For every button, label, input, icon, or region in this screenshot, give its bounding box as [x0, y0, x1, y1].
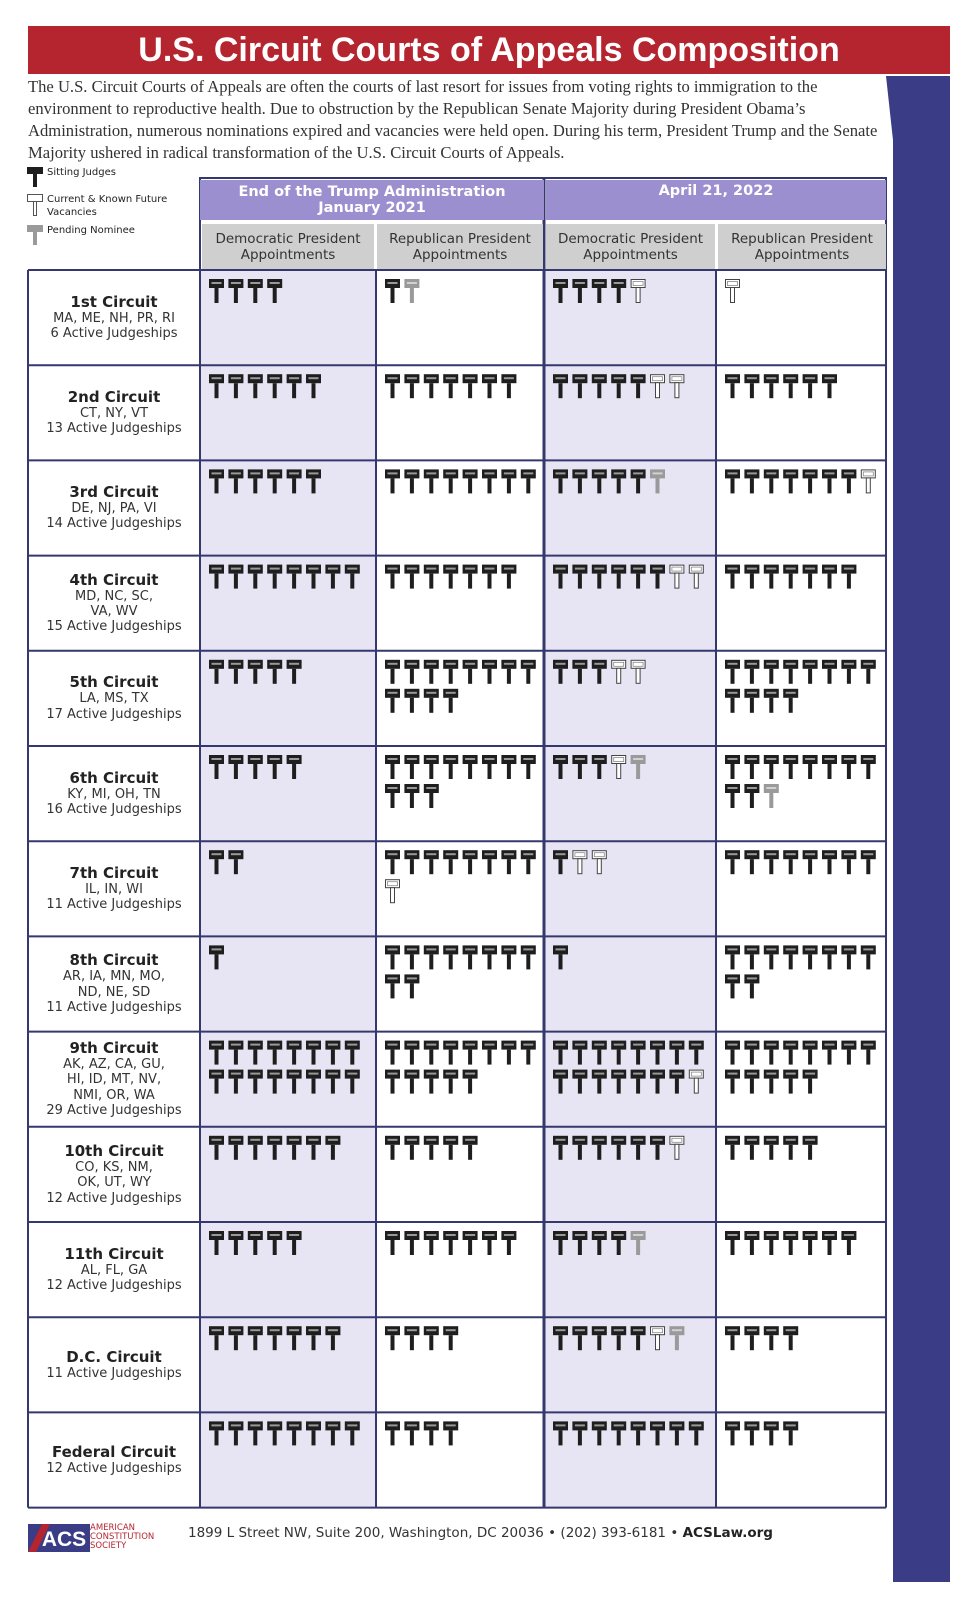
subheader-now-dem	[546, 224, 715, 269]
gavel-sitting-icon	[725, 469, 740, 493]
gavel-sitting-icon	[764, 1421, 779, 1445]
header-period1-line1: End of the Trump Administration	[238, 184, 506, 200]
circuit-name: 3rd Circuit	[69, 483, 159, 502]
gavel-sitting-icon	[725, 689, 740, 713]
gavel-sitting-icon	[443, 660, 458, 684]
gavel-sitting-icon	[424, 689, 439, 713]
circuit-states: MA, ME, NH, PR, RI	[53, 310, 175, 326]
gavel-sitting-icon	[521, 660, 536, 684]
gavel-pending-icon	[404, 279, 419, 303]
gavel-sitting-icon	[404, 945, 419, 969]
circuit-states: CT, NY, VT	[79, 405, 149, 421]
circuit-judgeships: 14 Active Judgeships	[46, 516, 182, 532]
gavel-sitting-icon	[764, 850, 779, 874]
gavel-sitting-icon	[424, 784, 439, 808]
gavel-sitting-icon	[744, 1136, 759, 1160]
gavel-sitting-icon	[404, 565, 419, 589]
circuit-states: MD, NC, SC,	[74, 588, 154, 604]
gavel-sitting-icon	[463, 1136, 478, 1160]
header-end-of-trump	[200, 180, 544, 220]
gavel-sitting-icon	[841, 469, 856, 493]
gavel-sitting-icon	[385, 784, 400, 808]
gavel-sitting-icon	[463, 1231, 478, 1255]
gavel-sitting-icon	[482, 850, 497, 874]
subheader-trump-rep-line1: Republican President	[389, 230, 531, 247]
legend-sitting-label: Sitting Judges	[47, 167, 116, 178]
gavel-sitting-icon	[404, 1041, 419, 1065]
gavel-sitting-icon	[463, 1070, 478, 1094]
gavel-sitting-icon	[385, 565, 400, 589]
gavel-sitting-icon	[841, 660, 856, 684]
gavel-sitting-icon	[443, 1421, 458, 1445]
gavel-sitting-icon	[803, 850, 818, 874]
circuit-states: LA, MS, TX	[79, 691, 149, 707]
gavel-sitting-icon	[783, 755, 798, 779]
circuit-label	[28, 1129, 200, 1220]
gavel-sitting-icon	[501, 565, 516, 589]
gavel-sitting-icon	[424, 945, 439, 969]
circuit-name: 1st Circuit	[70, 292, 158, 311]
gavel-sitting-icon	[725, 755, 740, 779]
gavel-sitting-icon	[783, 1326, 798, 1350]
gavel-sitting-icon	[725, 784, 740, 808]
circuit-label	[28, 1224, 200, 1315]
gavel-sitting-icon	[744, 784, 759, 808]
gavel-sitting-icon	[764, 755, 779, 779]
circuit-label	[28, 653, 200, 744]
gavel-sitting-icon	[404, 1421, 419, 1445]
gavel-sitting-icon	[424, 1231, 439, 1255]
circuit-label	[28, 367, 200, 458]
circuit-name: D.C. Circuit	[66, 1347, 162, 1366]
gavel-sitting-icon	[764, 1041, 779, 1065]
gavel-sitting-icon	[783, 1070, 798, 1094]
gavel-sitting-icon	[443, 755, 458, 779]
subheader-trump-dem-line2: Appointments	[240, 246, 336, 263]
gavel-sitting-icon	[725, 1231, 740, 1255]
circuit-judgeships: 16 Active Judgeships	[46, 802, 182, 818]
gavel-sitting-icon	[404, 850, 419, 874]
gavel-sitting-icon	[482, 660, 497, 684]
gavel-sitting-icon	[783, 1421, 798, 1445]
gavel-sitting-icon	[443, 565, 458, 589]
gavel-sitting-icon	[861, 850, 876, 874]
circuit-states: OK, UT, WY	[77, 1175, 151, 1191]
gavel-sitting-icon	[744, 1421, 759, 1445]
gavel-sitting-icon	[841, 755, 856, 779]
gavel-sitting-icon	[861, 1041, 876, 1065]
gavel-sitting-icon	[744, 1070, 759, 1094]
gavel-sitting-icon	[744, 689, 759, 713]
gavel-sitting-icon	[443, 1041, 458, 1065]
gavel-sitting-icon	[424, 1326, 439, 1350]
gavel-sitting-icon	[764, 945, 779, 969]
circuit-label	[28, 843, 200, 934]
gavel-sitting-icon	[841, 1231, 856, 1255]
circuit-states: HI, ID, MT, NV,	[66, 1072, 162, 1088]
gavel-sitting-icon	[404, 469, 419, 493]
gavel-sitting-icon	[861, 755, 876, 779]
acs-org-line3: SOCIETY	[90, 1541, 127, 1551]
acs-org-line2: CONSTITUTION	[90, 1532, 155, 1542]
gavel-sitting-icon	[783, 850, 798, 874]
circuit-name: Federal Circuit	[51, 1442, 177, 1461]
circuit-states: AK, AZ, CA, GU,	[63, 1056, 165, 1072]
gavel-sitting-icon	[822, 850, 837, 874]
acs-org-name	[90, 1524, 154, 1551]
now-dem-column-bg	[544, 270, 716, 1508]
gavel-sitting-icon	[482, 1041, 497, 1065]
subheader-now-dem-line2: Appointments	[583, 246, 678, 263]
gavel-sitting-icon	[385, 1070, 400, 1094]
gavel-sitting-icon	[725, 660, 740, 684]
circuit-name: 6th Circuit	[69, 768, 159, 787]
gavel-pending-icon	[764, 784, 779, 808]
circuit-states: VA, WV	[90, 603, 138, 619]
gavel-sitting-icon	[385, 279, 400, 303]
subheader-now-rep	[718, 224, 886, 269]
gavel-sitting-icon	[725, 1070, 740, 1094]
gavel-sitting-icon	[783, 1041, 798, 1065]
gavel-sitting-icon	[822, 1231, 837, 1255]
gavel-sitting-icon	[803, 1041, 818, 1065]
gavel-sitting-icon	[744, 565, 759, 589]
circuit-name: 4th Circuit	[69, 570, 159, 589]
gavel-sitting-icon	[443, 850, 458, 874]
gavel-sitting-icon	[443, 469, 458, 493]
gavel-sitting-icon	[803, 1070, 818, 1094]
gavel-sitting-icon	[803, 1136, 818, 1160]
circuit-name: 10th Circuit	[64, 1141, 164, 1160]
subheader-now-rep-line1: Republican President	[731, 230, 873, 247]
gavel-sitting-icon	[744, 850, 759, 874]
gavel-sitting-icon	[861, 660, 876, 684]
gavel-sitting-icon	[725, 945, 740, 969]
trump-dem-column-bg	[200, 270, 376, 1508]
gavel-sitting-icon	[385, 974, 400, 998]
gavel-sitting-icon	[404, 689, 419, 713]
gavel-sitting-icon	[424, 660, 439, 684]
gavel-sitting-icon	[501, 850, 516, 874]
gavel-sitting-icon	[501, 755, 516, 779]
circuit-judgeships: 12 Active Judgeships	[46, 1190, 182, 1206]
gavel-sitting-icon	[443, 1231, 458, 1255]
acs-logo-text: ACS	[41, 1528, 87, 1551]
gavel-sitting-icon	[783, 565, 798, 589]
gavel-sitting-icon	[803, 1231, 818, 1255]
gavel-sitting-icon	[725, 1421, 740, 1445]
gavel-sitting-icon	[424, 1421, 439, 1445]
gavel-sitting-icon	[783, 660, 798, 684]
gavel-sitting-icon	[822, 1041, 837, 1065]
gavel-sitting-icon	[385, 755, 400, 779]
gavel-sitting-icon	[404, 1070, 419, 1094]
gavel-sitting-icon	[424, 1136, 439, 1160]
circuit-states: AR, IA, MN, MO,	[63, 969, 165, 985]
gavel-sitting-icon	[764, 1136, 779, 1160]
gavel-sitting-icon	[443, 1326, 458, 1350]
gavel-sitting-icon	[725, 1041, 740, 1065]
gavel-sitting-icon	[783, 945, 798, 969]
gavel-sitting-icon	[744, 374, 759, 398]
acs-org-line1: AMERICAN	[90, 1523, 136, 1533]
gavel-sitting-icon	[725, 850, 740, 874]
gavel-sitting-icon	[764, 565, 779, 589]
circuit-states: AL, FL, GA	[80, 1262, 148, 1278]
subheader-trump-dem-line1: Democratic President	[215, 230, 361, 247]
circuit-states: KY, MI, OH, TN	[67, 786, 161, 802]
circuit-judgeships: 17 Active Judgeships	[46, 706, 182, 722]
circuit-name: 7th Circuit	[69, 863, 159, 882]
circuit-label	[28, 1034, 200, 1125]
gavel-sitting-icon	[424, 565, 439, 589]
gavel-sitting-icon	[463, 945, 478, 969]
gavel-sitting-icon	[385, 1136, 400, 1160]
gavel-sitting-icon	[463, 565, 478, 589]
gavel-sitting-icon	[744, 469, 759, 493]
gavel-vacancy-icon	[726, 280, 740, 303]
gavel-sitting-icon	[725, 374, 740, 398]
gavel-sitting-icon	[841, 1041, 856, 1065]
subheader-trump-rep	[377, 224, 543, 269]
gavel-sitting-icon	[443, 945, 458, 969]
gavel-sitting-icon	[841, 850, 856, 874]
gavel-sitting-icon	[764, 374, 779, 398]
gavel-sitting-icon	[521, 945, 536, 969]
gavel-sitting-icon	[404, 784, 419, 808]
circuit-label	[28, 558, 200, 649]
gavel-sitting-icon	[501, 945, 516, 969]
gavel-sitting-icon	[385, 850, 400, 874]
gavel-sitting-icon	[424, 1041, 439, 1065]
gavel-sitting-icon	[501, 1231, 516, 1255]
gavel-sitting-icon	[803, 945, 818, 969]
gavel-sitting-icon	[501, 374, 516, 398]
gavel-sitting-icon	[822, 374, 837, 398]
gavel-sitting-icon	[764, 1326, 779, 1350]
legend-vacancy-line2: Vacancies	[47, 207, 97, 218]
circuit-name: 11th Circuit	[64, 1244, 164, 1263]
gavel-sitting-icon	[501, 1041, 516, 1065]
circuit-name: 5th Circuit	[69, 673, 159, 692]
gavel-sitting-icon	[463, 755, 478, 779]
gavel-sitting-icon	[764, 1231, 779, 1255]
circuit-judgeships: 12 Active Judgeships	[46, 1278, 182, 1294]
subheader-now-rep-line2: Appointments	[754, 246, 850, 263]
gavel-sitting-icon	[463, 660, 478, 684]
intro-paragraph: The U.S. Circuit Courts of Appeals are often the courts of last resort for issues from voting rights to immigration to the environment to reproductive health. Due to obstruction by the Republican Senate Majority during President Obama’s Administration, numerous nominations expired and vacancies were held open. During his term, President Trump and the Senate Majority ushered in radical transformation of the U.S. Circuit Courts of Appeals.	[28, 77, 878, 162]
circuit-judgeships: 11 Active Judgeships	[46, 1000, 182, 1016]
circuit-judgeships: 6 Active Judgeships	[50, 326, 178, 342]
header-april-2022	[546, 180, 886, 220]
gavel-sitting-icon	[443, 1070, 458, 1094]
gavel-sitting-icon	[404, 374, 419, 398]
gavel-sitting-icon	[521, 469, 536, 493]
gavel-sitting-icon	[783, 374, 798, 398]
circuit-judgeships: 13 Active Judgeships	[46, 421, 182, 437]
gavel-sitting-icon	[385, 660, 400, 684]
gavel-sitting-icon	[725, 1136, 740, 1160]
footer	[28, 1520, 888, 1556]
header-period2: April 21, 2022	[658, 183, 774, 199]
gavel-sitting-icon	[501, 469, 516, 493]
circuit-states: ND, NE, SD	[77, 984, 151, 1000]
acs-logo	[28, 1524, 90, 1552]
gavel-sitting-icon	[803, 374, 818, 398]
gavel-sitting-icon	[521, 850, 536, 874]
gavel-sitting-icon	[501, 660, 516, 684]
gavel-sitting-icon	[482, 374, 497, 398]
gavel-sitting-icon	[521, 755, 536, 779]
gavel-sitting-icon	[482, 945, 497, 969]
gavel-sitting-icon	[404, 660, 419, 684]
circuit-states: IL, IN, WI	[85, 881, 143, 897]
gavel-sitting-icon	[404, 1136, 419, 1160]
subheader-trump-dem	[202, 224, 374, 269]
gavel-sitting-icon	[764, 1070, 779, 1094]
circuit-name: 2nd Circuit	[67, 387, 161, 406]
gavel-sitting-icon	[744, 1326, 759, 1350]
circuit-label	[28, 1319, 200, 1410]
gavel-sitting-icon	[385, 1041, 400, 1065]
circuit-judgeships: 12 Active Judgeships	[46, 1460, 182, 1476]
gavel-sitting-icon	[424, 374, 439, 398]
gavel-sitting-icon	[463, 374, 478, 398]
gavel-sitting-icon	[822, 469, 837, 493]
footer-site: ACSLaw.org	[682, 1525, 773, 1541]
footer-address	[188, 1524, 773, 1542]
gavel-sitting-icon	[463, 1041, 478, 1065]
page-title: U.S. Circuit Courts of Appeals Composition	[28, 26, 950, 74]
gavel-sitting-icon	[385, 1231, 400, 1255]
gavel-sitting-icon	[783, 689, 798, 713]
gavel-sitting-icon	[764, 689, 779, 713]
subheader-trump-rep-line2: Appointments	[412, 246, 508, 263]
gavel-sitting-icon	[443, 1136, 458, 1160]
gavel-sitting-icon	[803, 565, 818, 589]
gavel-sitting-icon	[385, 945, 400, 969]
circuit-label	[28, 748, 200, 839]
circuit-name: 8th Circuit	[69, 951, 159, 970]
footer-address-text: 1899 L Street NW, Suite 200, Washington, DC 20036 • (202) 393-6181 •	[188, 1525, 683, 1541]
gavel-sitting-icon	[463, 850, 478, 874]
gavel-sitting-icon	[744, 1041, 759, 1065]
gavel-sitting-icon	[385, 1421, 400, 1445]
legend-pending-label: Pending Nominee	[47, 225, 135, 236]
gavel-sitting-icon	[841, 565, 856, 589]
circuit-states: NMI, OR, WA	[73, 1087, 155, 1103]
gavel-sitting-icon	[764, 469, 779, 493]
gavel-sitting-icon	[822, 660, 837, 684]
gavel-sitting-icon	[521, 1041, 536, 1065]
circuit-judgeships: 15 Active Judgeships	[46, 619, 182, 635]
gavel-sitting-icon	[482, 1231, 497, 1255]
gavel-sitting-icon	[424, 1070, 439, 1094]
circuit-label	[28, 938, 200, 1029]
gavel-sitting-icon	[822, 565, 837, 589]
gavel-vacancy-icon	[861, 470, 875, 493]
gavel-sitting-icon	[482, 469, 497, 493]
legend-vacancy-line1: Current & Known Future	[47, 194, 168, 205]
gavel-sitting-icon	[764, 660, 779, 684]
gavel-sitting-icon	[841, 945, 856, 969]
circuit-states: DE, NJ, PA, VI	[71, 501, 157, 517]
gavel-sitting-icon	[744, 1231, 759, 1255]
gavel-sitting-icon	[385, 1326, 400, 1350]
gavel-sitting-icon	[783, 469, 798, 493]
gavel-sitting-icon	[404, 755, 419, 779]
gavel-sitting-icon	[443, 689, 458, 713]
gavel-sitting-icon	[424, 469, 439, 493]
gavel-sitting-icon	[404, 1231, 419, 1255]
gavel-sitting-icon	[861, 945, 876, 969]
circuit-judgeships: 11 Active Judgeships	[46, 897, 182, 913]
circuit-judgeships: 11 Active Judgeships	[46, 1365, 182, 1381]
circuit-label	[28, 1414, 200, 1505]
gavel-sitting-icon	[744, 660, 759, 684]
gavel-sitting-icon	[822, 945, 837, 969]
gavel-sitting-icon	[424, 850, 439, 874]
gavel-sitting-icon	[463, 469, 478, 493]
gavel-sitting-icon	[404, 1326, 419, 1350]
header-period1-line2: January 2021	[318, 200, 426, 216]
gavel-sitting-icon	[803, 469, 818, 493]
gavel-sitting-icon	[725, 565, 740, 589]
circuit-label	[28, 462, 200, 553]
subheader-now-dem-line1: Democratic President	[557, 230, 704, 247]
gavel-sitting-icon	[803, 755, 818, 779]
gavel-sitting-icon	[744, 945, 759, 969]
gavel-sitting-icon	[783, 1136, 798, 1160]
gavel-sitting-icon	[385, 689, 400, 713]
circuit-states: CO, KS, NM,	[75, 1159, 153, 1175]
gavel-sitting-icon	[725, 974, 740, 998]
gavel-sitting-icon	[725, 1326, 740, 1350]
gavel-sitting-icon	[822, 755, 837, 779]
gavel-vacancy-icon	[386, 880, 400, 903]
gavel-sitting-icon	[783, 1231, 798, 1255]
gavel-sitting-icon	[385, 469, 400, 493]
circuit-judgeships: 29 Active Judgeships	[46, 1103, 182, 1119]
gavel-sitting-icon	[443, 374, 458, 398]
gavel-sitting-icon	[744, 755, 759, 779]
circuit-name: 9th Circuit	[69, 1038, 159, 1057]
gavel-sitting-icon	[424, 755, 439, 779]
gavel-sitting-icon	[404, 974, 419, 998]
gavel-sitting-icon	[482, 565, 497, 589]
circuit-label	[28, 272, 200, 363]
gavel-sitting-icon	[385, 374, 400, 398]
gavel-sitting-icon	[803, 660, 818, 684]
gavel-sitting-icon	[482, 755, 497, 779]
gavel-sitting-icon	[744, 974, 759, 998]
